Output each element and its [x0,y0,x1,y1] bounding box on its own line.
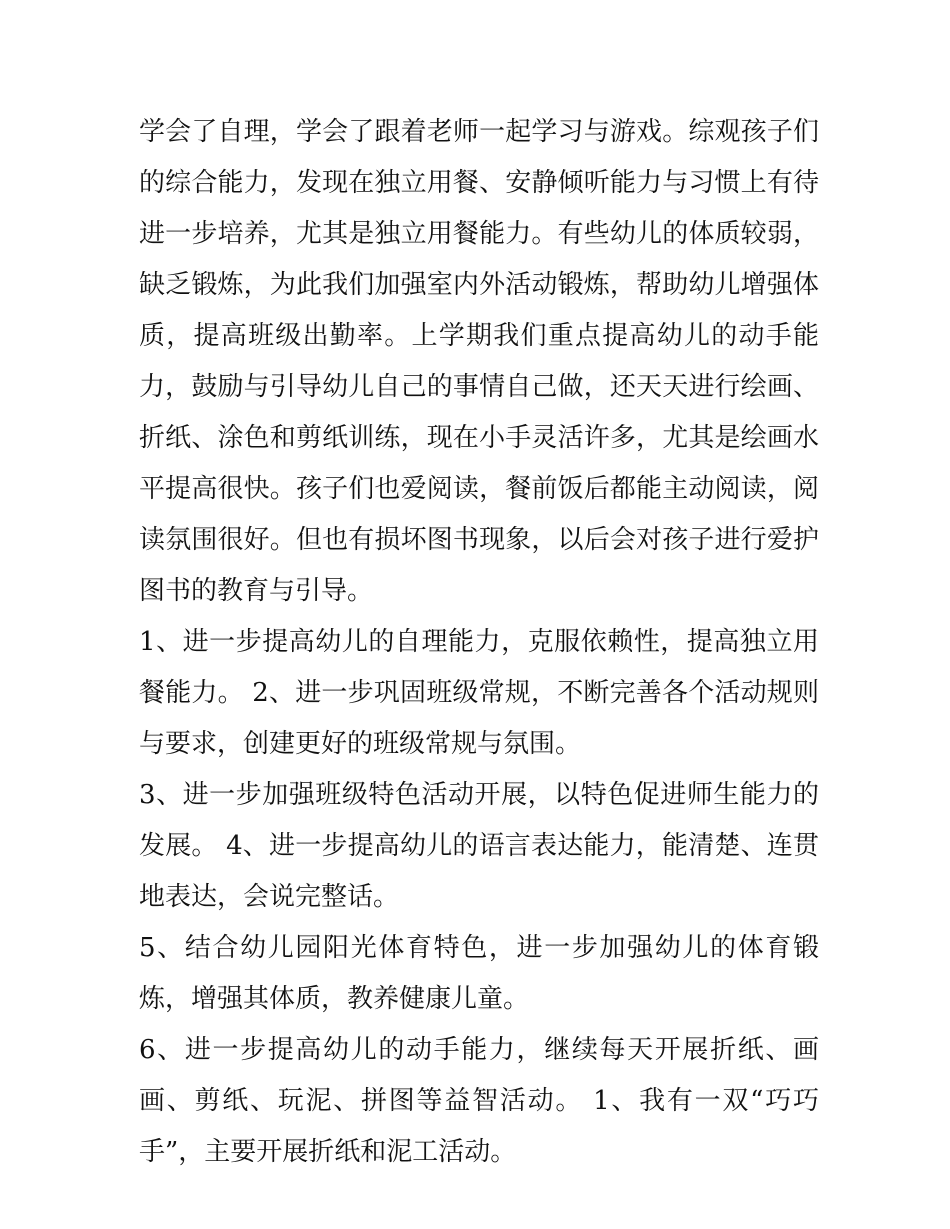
document-body [139,107,819,1178]
paragraph-goals-3-4: 3、进一步加强班级特色活动开展，以特色促进师生能力的发展。 4、进一步提高幼儿的语言表达能力，能清楚、连贯地表达，会说完整话。 [139,780,819,912]
paragraph-goal-5: 5、结合幼儿园阳光体育特色，进一步加强幼儿的体育锻炼，增强其体质，教养健康儿童。 [139,933,819,1014]
paragraph-goal-6: 6、进一步提高幼儿的动手能力，继续每天开展折纸、画画、剪纸、玩泥、拼图等益智活动。 1、我有一双“巧巧手”，主要开展折纸和泥工活动。 [139,1035,819,1167]
paragraph-goals-1-2: 1、进一步提高幼儿的自理能力，克服依赖性，提高独立用餐能力。 2、进一步巩固班级常规，不断完善各个活动规则与要求，创建更好的班级常规与氛围。 [139,627,819,759]
paragraph-class-summary: 学会了自理，学会了跟着老师一起学习与游戏。综观孩子们的综合能力，发现在独立用餐、安静倾听能力与习惯上有待进一步培养，尤其是独立用餐能力。有些幼儿的体质较弱，缺乏锻炼，为此我们加强室内外活动锻炼，帮助幼儿增强体质，提高班级出勤率。上学期我们重点提高幼儿的动手能力，鼓励与引导幼儿自己的事情自己做，还天天进行绘画、折纸、涂色和剪纸训练，现在小手灵活许多，尤其是绘画水平提高很快。孩子们也爱阅读，餐前饭后都能主动阅读，阅读氛围很好。但也有损坏图书现象，以后会对孩子进行爱护图书的教育与引导。 [139,117,819,606]
